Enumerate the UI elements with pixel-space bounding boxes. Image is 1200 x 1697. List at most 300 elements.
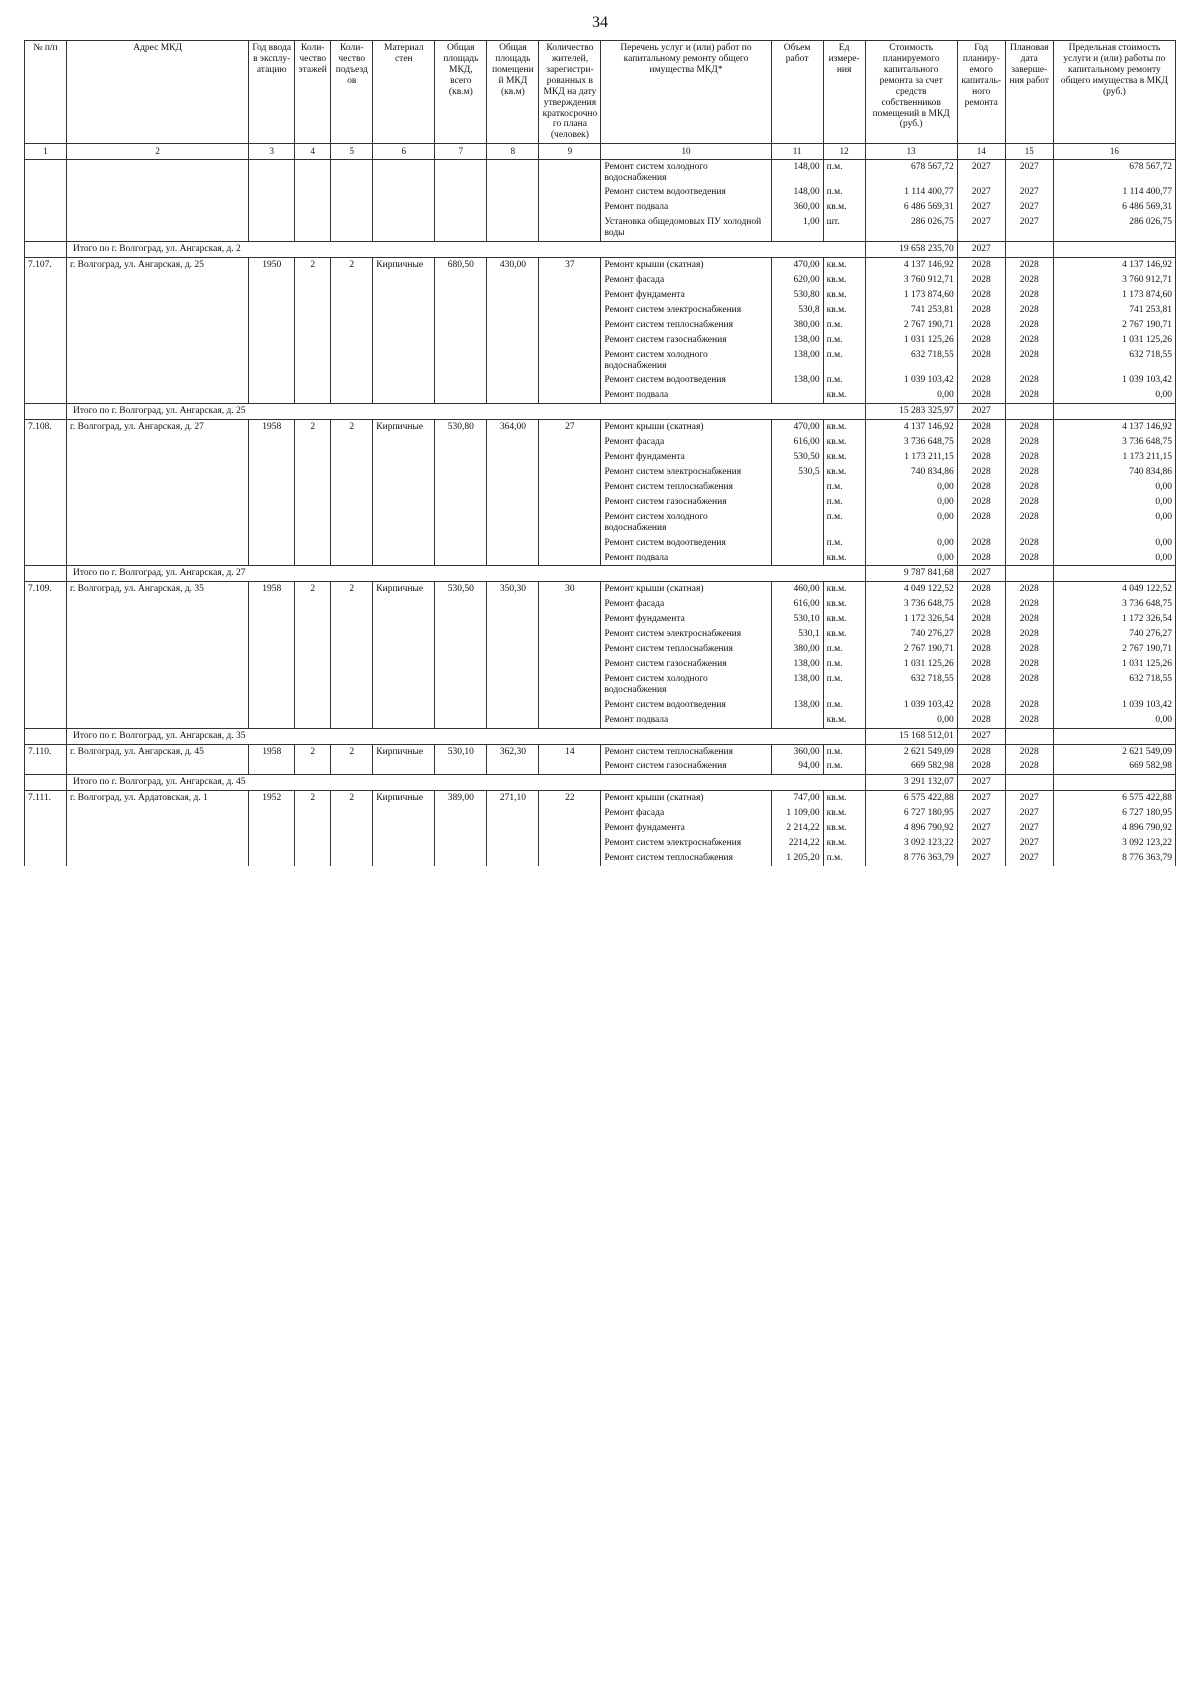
table-cell: Ремонт систем электроснабжения <box>601 465 771 480</box>
table-cell <box>331 821 373 836</box>
table-cell: 7.107. <box>25 258 67 273</box>
table-cell <box>539 373 601 388</box>
table-cell <box>67 273 249 288</box>
table-cell <box>487 185 539 200</box>
table-cell: 2 <box>295 744 331 759</box>
table-cell <box>331 303 373 318</box>
table-cell <box>331 215 373 241</box>
table-cell: 1950 <box>249 258 295 273</box>
table-cell <box>487 536 539 551</box>
table-cell <box>25 657 67 672</box>
table-cell: п.м. <box>823 536 865 551</box>
table-cell <box>67 159 249 185</box>
total-amount: 15 168 512,01 <box>865 728 957 744</box>
table-cell <box>25 836 67 851</box>
table-cell: Ремонт фасада <box>601 597 771 612</box>
column-number: 12 <box>823 144 865 159</box>
table-cell: 2027 <box>1005 159 1053 185</box>
table-cell <box>539 806 601 821</box>
table-cell <box>25 851 67 866</box>
table-cell <box>373 480 435 495</box>
table-cell <box>331 480 373 495</box>
table-cell <box>295 348 331 374</box>
table-cell: 14 <box>539 744 601 759</box>
table-cell: 2028 <box>1005 698 1053 713</box>
table-cell <box>25 495 67 510</box>
table-cell <box>25 672 67 698</box>
table-cell <box>539 348 601 374</box>
table-cell: п.м. <box>823 698 865 713</box>
table-cell: Кирпичные <box>373 420 435 435</box>
table-cell <box>25 185 67 200</box>
table-cell <box>67 759 249 774</box>
table-cell <box>67 672 249 698</box>
table-cell: 2027 <box>1005 806 1053 821</box>
table-cell <box>25 450 67 465</box>
table-cell: Ремонт подвала <box>601 200 771 215</box>
table-cell: г. Волгоград, ул. Ангарская, д. 25 <box>67 258 249 273</box>
table-row <box>25 480 1176 495</box>
table-cell <box>25 388 67 403</box>
table-cell <box>331 806 373 821</box>
table-cell: 530,10 <box>435 744 487 759</box>
table-cell <box>295 821 331 836</box>
table-cell <box>373 495 435 510</box>
table-cell: Ремонт фасада <box>601 806 771 821</box>
table-cell <box>25 728 67 744</box>
table-cell <box>539 851 601 866</box>
table-cell <box>295 159 331 185</box>
table-cell: кв.м. <box>823 806 865 821</box>
table-cell: 2028 <box>957 627 1005 642</box>
table-cell <box>67 698 249 713</box>
table-cell <box>249 288 295 303</box>
table-cell <box>539 536 601 551</box>
column-number: 16 <box>1053 144 1175 159</box>
table-cell <box>487 851 539 866</box>
table-cell: 1 031 125,26 <box>1053 333 1175 348</box>
table-cell: 2028 <box>1005 582 1053 597</box>
total-label: Итого по г. Волгоград, ул. Ангарская, д. 25 <box>67 404 866 420</box>
table-cell <box>295 642 331 657</box>
table-cell: 2027 <box>957 836 1005 851</box>
column-number: 15 <box>1005 144 1053 159</box>
column-number: 7 <box>435 144 487 159</box>
table-cell: 470,00 <box>771 258 823 273</box>
table-cell: 7.108. <box>25 420 67 435</box>
table-cell: 2027 <box>957 159 1005 185</box>
table-cell <box>295 333 331 348</box>
table-cell <box>487 450 539 465</box>
table-cell <box>435 159 487 185</box>
table-cell <box>249 435 295 450</box>
table-cell: 2028 <box>1005 373 1053 388</box>
table-row <box>25 759 1176 774</box>
table-cell <box>295 388 331 403</box>
table-cell <box>539 698 601 713</box>
table-cell <box>487 200 539 215</box>
table-cell <box>435 185 487 200</box>
table-cell <box>25 510 67 536</box>
table-cell: 2028 <box>957 388 1005 403</box>
table-cell <box>487 806 539 821</box>
table-cell <box>295 612 331 627</box>
table-cell: 3 760 912,71 <box>1053 273 1175 288</box>
table-cell <box>295 672 331 698</box>
table-cell <box>539 759 601 774</box>
column-number: 11 <box>771 144 823 159</box>
table-cell <box>249 185 295 200</box>
table-row <box>25 806 1176 821</box>
table-cell: 94,00 <box>771 759 823 774</box>
table-cell <box>771 480 823 495</box>
table-cell <box>331 536 373 551</box>
table-cell: Ремонт систем холодного водоснабжения <box>601 672 771 698</box>
table-cell: 6 727 180,95 <box>865 806 957 821</box>
table-cell: 2 767 190,71 <box>1053 318 1175 333</box>
table-cell <box>373 836 435 851</box>
table-cell <box>373 200 435 215</box>
table-cell: 2 767 190,71 <box>865 642 957 657</box>
table-cell: 678 567,72 <box>865 159 957 185</box>
table-cell <box>25 806 67 821</box>
table-cell: 6 575 422,88 <box>865 791 957 806</box>
table-cell <box>249 388 295 403</box>
table-cell: Ремонт систем теплоснабжения <box>601 318 771 333</box>
table-cell <box>249 373 295 388</box>
table-cell <box>487 759 539 774</box>
table-cell <box>67 713 249 728</box>
table-cell: 0,00 <box>1053 551 1175 566</box>
table-cell <box>67 806 249 821</box>
column-number: 13 <box>865 144 957 159</box>
table-cell: п.м. <box>823 510 865 536</box>
table-cell: п.м. <box>823 495 865 510</box>
column-header: Ед измере- ния <box>823 41 865 144</box>
table-cell <box>25 404 67 420</box>
table-cell: 2028 <box>957 480 1005 495</box>
table-cell <box>331 388 373 403</box>
table-cell: 7.110. <box>25 744 67 759</box>
table-cell <box>435 698 487 713</box>
table-cell <box>295 851 331 866</box>
table-cell <box>295 713 331 728</box>
table-cell: 632 718,55 <box>865 348 957 374</box>
table-cell: кв.м. <box>823 836 865 851</box>
table-cell: 0,00 <box>1053 713 1175 728</box>
table-cell <box>331 373 373 388</box>
column-header: Адрес МКД <box>67 41 249 144</box>
table-cell: Ремонт крыши (скатная) <box>601 791 771 806</box>
table-cell <box>435 465 487 480</box>
table-cell: 389,00 <box>435 791 487 806</box>
table-cell: 2027 <box>957 200 1005 215</box>
table-cell <box>373 759 435 774</box>
table-cell <box>295 373 331 388</box>
table-cell: 2028 <box>957 759 1005 774</box>
table-cell <box>295 200 331 215</box>
table-cell: 3 092 123,22 <box>865 836 957 851</box>
table-cell: кв.м. <box>823 303 865 318</box>
table-cell <box>331 318 373 333</box>
table-cell: 669 582,98 <box>1053 759 1175 774</box>
table-cell <box>373 536 435 551</box>
table-cell: 3 760 912,71 <box>865 273 957 288</box>
table-cell <box>487 642 539 657</box>
table-cell: 2028 <box>1005 348 1053 374</box>
table-cell <box>771 536 823 551</box>
table-cell: 2028 <box>957 465 1005 480</box>
table-cell: 2028 <box>1005 273 1053 288</box>
table-cell: 286 026,75 <box>865 215 957 241</box>
table-cell <box>539 200 601 215</box>
table-cell <box>1053 242 1175 258</box>
total-year: 2027 <box>957 775 1005 791</box>
table-cell: Кирпичные <box>373 258 435 273</box>
table-cell: 271,10 <box>487 791 539 806</box>
table-cell: кв.м. <box>823 582 865 597</box>
table-cell <box>435 551 487 566</box>
table-cell: Ремонт систем теплоснабжения <box>601 744 771 759</box>
table-cell: 0,00 <box>865 388 957 403</box>
table-cell <box>295 836 331 851</box>
total-amount: 19 658 235,70 <box>865 242 957 258</box>
table-cell: 620,00 <box>771 273 823 288</box>
table-cell: 2028 <box>1005 627 1053 642</box>
table-cell <box>435 836 487 851</box>
table-cell <box>435 642 487 657</box>
table-cell <box>1053 566 1175 582</box>
table-cell: 4 137 146,92 <box>1053 420 1175 435</box>
table-cell <box>487 465 539 480</box>
table-cell: 2027 <box>957 791 1005 806</box>
table-cell: 1958 <box>249 582 295 597</box>
table-cell: 530,50 <box>771 450 823 465</box>
table-cell <box>435 215 487 241</box>
table-cell: 2028 <box>957 420 1005 435</box>
table-cell: 2027 <box>1005 185 1053 200</box>
table-cell: 430,00 <box>487 258 539 273</box>
table-cell: 2027 <box>1005 215 1053 241</box>
table-cell <box>435 333 487 348</box>
table-cell <box>25 288 67 303</box>
total-year: 2027 <box>957 404 1005 420</box>
table-cell: г. Волгоград, ул. Ардатовская, д. 1 <box>67 791 249 806</box>
table-cell: Установка общедомовых ПУ холодной воды <box>601 215 771 241</box>
total-row <box>25 728 1176 744</box>
table-cell: 2028 <box>957 435 1005 450</box>
repair-plan-table <box>24 40 1176 866</box>
table-cell <box>295 318 331 333</box>
table-cell: Ремонт фундамента <box>601 821 771 836</box>
table-cell: 740 834,86 <box>865 465 957 480</box>
table-cell: 2028 <box>957 744 1005 759</box>
table-cell <box>435 713 487 728</box>
table-cell: 2028 <box>957 373 1005 388</box>
table-cell <box>373 597 435 612</box>
table-cell: 2028 <box>1005 551 1053 566</box>
table-cell <box>487 303 539 318</box>
table-row <box>25 821 1176 836</box>
table-cell: кв.м. <box>823 420 865 435</box>
table-cell <box>435 273 487 288</box>
table-cell <box>25 348 67 374</box>
table-cell <box>1005 404 1053 420</box>
table-cell <box>373 806 435 821</box>
table-cell <box>295 303 331 318</box>
table-cell: 2027 <box>957 821 1005 836</box>
table-cell: Ремонт фасада <box>601 273 771 288</box>
column-header: Общая площадь помещений МКД (кв.м) <box>487 41 539 144</box>
table-cell: 4 896 790,92 <box>1053 821 1175 836</box>
table-cell <box>539 627 601 642</box>
table-cell <box>539 185 601 200</box>
table-cell <box>67 200 249 215</box>
table-cell: 2028 <box>1005 435 1053 450</box>
table-cell: 741 253,81 <box>1053 303 1175 318</box>
total-row <box>25 242 1176 258</box>
table-cell <box>331 836 373 851</box>
table-cell: 740 834,86 <box>1053 465 1175 480</box>
table-cell <box>295 657 331 672</box>
table-cell: 2028 <box>1005 288 1053 303</box>
table-cell <box>373 821 435 836</box>
table-cell: 2028 <box>957 510 1005 536</box>
table-cell: 2028 <box>957 333 1005 348</box>
table-cell <box>249 159 295 185</box>
table-cell: Ремонт фундамента <box>601 288 771 303</box>
table-cell <box>771 713 823 728</box>
table-cell: 1958 <box>249 420 295 435</box>
table-row <box>25 551 1176 566</box>
table-cell: 530,80 <box>435 420 487 435</box>
table-cell: 2028 <box>1005 672 1053 698</box>
table-cell: Кирпичные <box>373 791 435 806</box>
table-row <box>25 318 1176 333</box>
column-number: 4 <box>295 144 331 159</box>
table-cell <box>249 672 295 698</box>
table-cell: 470,00 <box>771 420 823 435</box>
table-cell <box>67 510 249 536</box>
table-cell: 6 575 422,88 <box>1053 791 1175 806</box>
table-cell: 4 049 122,52 <box>1053 582 1175 597</box>
table-cell: 2028 <box>1005 465 1053 480</box>
table-cell: Ремонт крыши (скатная) <box>601 582 771 597</box>
table-cell <box>373 373 435 388</box>
table-row <box>25 435 1176 450</box>
table-cell: 0,00 <box>865 495 957 510</box>
table-cell <box>295 806 331 821</box>
table-cell: 1 039 103,42 <box>1053 698 1175 713</box>
table-cell <box>295 288 331 303</box>
table-cell: 2 767 190,71 <box>1053 642 1175 657</box>
table-cell: 6 486 569,31 <box>1053 200 1175 215</box>
table-cell: 2028 <box>1005 388 1053 403</box>
table-cell <box>295 450 331 465</box>
table-cell <box>373 657 435 672</box>
total-amount: 15 283 325,97 <box>865 404 957 420</box>
table-cell: Ремонт систем теплоснабжения <box>601 480 771 495</box>
table-cell <box>1053 404 1175 420</box>
table-cell <box>435 672 487 698</box>
table-cell: 2027 <box>1005 836 1053 851</box>
table-cell: 2028 <box>1005 713 1053 728</box>
table-cell <box>295 495 331 510</box>
table-row <box>25 185 1176 200</box>
table-cell <box>67 612 249 627</box>
table-cell <box>249 303 295 318</box>
table-cell <box>249 657 295 672</box>
table-cell: 1 173 874,60 <box>865 288 957 303</box>
table-cell <box>373 465 435 480</box>
table-cell: 4 137 146,92 <box>865 420 957 435</box>
table-cell: Ремонт систем холодного водоснабжения <box>601 510 771 536</box>
table-cell: 8 776 363,79 <box>865 851 957 866</box>
table-cell: 2028 <box>1005 420 1053 435</box>
table-cell <box>67 318 249 333</box>
table-row <box>25 698 1176 713</box>
table-cell <box>331 551 373 566</box>
table-cell <box>331 288 373 303</box>
table-cell <box>1005 775 1053 791</box>
table-cell: п.м. <box>823 333 865 348</box>
table-cell: кв.м. <box>823 288 865 303</box>
table-cell: 138,00 <box>771 333 823 348</box>
table-cell <box>435 627 487 642</box>
table-cell <box>435 612 487 627</box>
table-cell: 2 <box>331 744 373 759</box>
table-cell <box>249 551 295 566</box>
table-cell: 4 137 146,92 <box>865 258 957 273</box>
table-cell: 0,00 <box>1053 388 1175 403</box>
table-cell <box>539 215 601 241</box>
table-cell: кв.м. <box>823 258 865 273</box>
table-cell: 2 <box>295 258 331 273</box>
table-header-row <box>25 41 1176 144</box>
table-cell: 632 718,55 <box>1053 348 1175 374</box>
table-cell <box>373 713 435 728</box>
table-cell: 2 <box>295 582 331 597</box>
table-cell <box>25 273 67 288</box>
table-cell: Ремонт систем газоснабжения <box>601 759 771 774</box>
table-cell <box>373 215 435 241</box>
table-cell: 460,00 <box>771 582 823 597</box>
repair-plan-table-container <box>24 40 1176 866</box>
table-cell <box>331 348 373 374</box>
table-cell: 2027 <box>957 806 1005 821</box>
table-row <box>25 288 1176 303</box>
table-cell: 678 567,72 <box>1053 159 1175 185</box>
table-cell: 530,10 <box>771 612 823 627</box>
column-header: Объем работ <box>771 41 823 144</box>
table-row <box>25 744 1176 759</box>
table-cell: 148,00 <box>771 185 823 200</box>
table-cell: 1 173 211,15 <box>1053 450 1175 465</box>
table-row <box>25 657 1176 672</box>
table-cell <box>539 642 601 657</box>
table-cell <box>25 465 67 480</box>
table-cell: 2028 <box>1005 759 1053 774</box>
table-cell: 2027 <box>1005 821 1053 836</box>
table-cell: 2028 <box>957 303 1005 318</box>
table-cell <box>25 551 67 566</box>
table-cell: 530,1 <box>771 627 823 642</box>
table-cell <box>25 435 67 450</box>
table-cell <box>67 495 249 510</box>
table-cell <box>539 510 601 536</box>
table-cell: 27 <box>539 420 601 435</box>
table-cell <box>249 480 295 495</box>
